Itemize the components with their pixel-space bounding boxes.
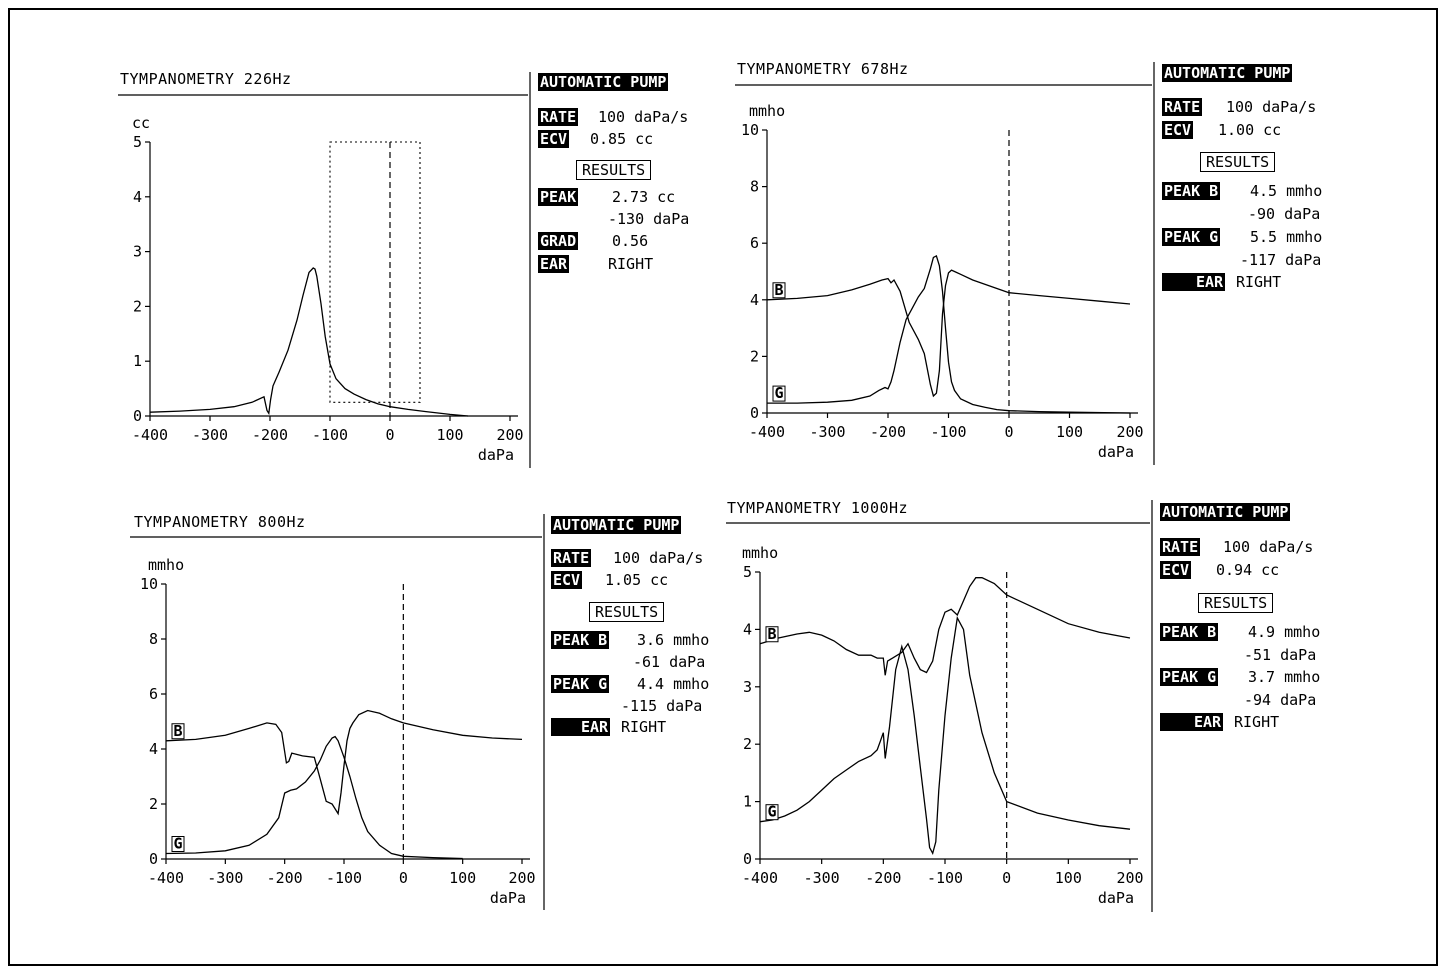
x-tick-label: 0 (1004, 423, 1014, 441)
y-tick-label: 1 (132, 352, 142, 371)
peak-g-value: 3.7 mmho (1248, 668, 1321, 686)
ecv-label: ECV (1164, 121, 1192, 139)
results-header: RESULTS (589, 602, 664, 622)
chart-title: TYMPANOMETRY 1000Hz (727, 499, 909, 517)
ear-label: EAR (551, 718, 610, 736)
series-label: B (767, 624, 777, 643)
x-tick-label: 200 (496, 426, 524, 444)
x-tick-label: -100 (311, 426, 349, 444)
ear-value: RIGHT (1236, 273, 1282, 291)
y-tick-label: 4 (742, 620, 752, 639)
y-tick-label: 0 (132, 407, 142, 425)
ear-label: EAR (1160, 713, 1223, 731)
y-tick-label: 10 (740, 121, 759, 139)
y-axis-label: mmho (148, 556, 185, 574)
peak-value-cc: 2.73 cc (612, 188, 676, 206)
rate-label: RATE (553, 549, 590, 567)
ecv-value: 1.05 cc (605, 571, 669, 589)
ecv-value: 0.85 cc (590, 130, 654, 148)
y-tick-label: 8 (148, 630, 158, 648)
ecv-label: ECV (540, 130, 568, 148)
results-header: RESULTS (576, 160, 651, 180)
chart-title: TYMPANOMETRY 678Hz (737, 60, 909, 78)
peak-b-label: PEAK B (553, 631, 608, 649)
chart-title: TYMPANOMETRY 800Hz (134, 513, 306, 531)
peak-g-value: 4.4 mmho (637, 675, 710, 693)
ecv-value: 1.00 cc (1218, 121, 1282, 139)
y-axis-label: mmho (749, 102, 786, 120)
rate-value: 100 daPa/s (613, 549, 704, 567)
y-tick-label: 6 (749, 234, 759, 253)
ear-value: RIGHT (1234, 713, 1280, 731)
peak-b-value: 3.6 mmho (637, 631, 710, 649)
series-label: B (173, 721, 183, 740)
x-tick-label: -300 (809, 423, 846, 441)
peak-b-value: 4.5 mmho (1250, 182, 1323, 200)
peak-g-pressure: -117 daPa (1240, 251, 1322, 269)
y-tick-label: 2 (148, 795, 158, 813)
grad-label: GRAD (540, 232, 577, 250)
ear-value: RIGHT (621, 718, 667, 736)
ecv-value: 0.94 cc (1216, 561, 1280, 579)
x-axis-label: daPa (1097, 443, 1134, 461)
y-tick-label: 0 (749, 404, 759, 422)
x-tick-label: -100 (930, 423, 967, 441)
rate-label: RATE (1164, 98, 1201, 116)
ear-label: EAR (540, 255, 568, 273)
y-tick-label: 1 (742, 792, 752, 811)
chart-title: TYMPANOMETRY 226Hz (120, 70, 292, 88)
x-tick-label: 100 (436, 426, 464, 444)
peak-b-pressure: -90 daPa (1248, 205, 1321, 223)
x-tick-label: 0 (385, 426, 395, 444)
x-tick-label: -200 (266, 869, 303, 887)
rate-value: 100 daPa/s (1223, 538, 1314, 556)
x-tick-label: -400 (748, 423, 786, 441)
y-tick-label: 3 (132, 242, 142, 261)
y-tick-label: 4 (148, 740, 158, 758)
peak-g-label: PEAK G (1164, 228, 1219, 246)
y-tick-label: 6 (148, 685, 158, 703)
x-axis-label: daPa (477, 446, 514, 464)
x-tick-label: -300 (803, 869, 840, 887)
pump-mode-header: AUTOMATIC PUMP (1162, 503, 1289, 521)
x-tick-label: 200 (1116, 869, 1144, 887)
x-tick-label: 100 (1054, 869, 1082, 887)
ear-value: RIGHT (608, 255, 654, 273)
peak-b-value: 4.9 mmho (1248, 623, 1321, 641)
results-header: RESULTS (1200, 152, 1275, 172)
series-label: B (774, 280, 784, 299)
rate-value: 100 daPa/s (1226, 98, 1317, 116)
x-tick-label: 100 (449, 869, 477, 887)
x-tick-label: -200 (251, 426, 289, 444)
peak-b-pressure: -51 daPa (1244, 646, 1317, 664)
series-label: G (173, 834, 183, 853)
x-axis-label: daPa (1097, 889, 1134, 907)
peak-g-value: 5.5 mmho (1250, 228, 1323, 246)
peak-g-label: PEAK G (553, 675, 608, 693)
peak-label: PEAK (540, 188, 577, 206)
pump-mode-header: AUTOMATIC PUMP (540, 73, 667, 91)
ecv-label: ECV (1162, 561, 1190, 579)
y-tick-label: 3 (742, 677, 752, 696)
y-axis-label: cc (132, 114, 151, 132)
x-tick-label: -300 (207, 869, 244, 887)
x-tick-label: 200 (508, 869, 536, 887)
x-tick-label: -300 (191, 426, 229, 444)
peak-g-pressure: -115 daPa (621, 697, 703, 715)
rate-value: 100 daPa/s (598, 108, 689, 126)
peak-value-dapa: -130 daPa (608, 210, 690, 228)
x-tick-label: -100 (325, 869, 363, 887)
x-tick-label: 0 (1002, 869, 1012, 887)
y-tick-label: 5 (132, 133, 142, 151)
y-axis-label: mmho (742, 544, 779, 562)
y-tick-label: 0 (148, 850, 158, 868)
series-label: G (774, 384, 784, 403)
ear-label: EAR (1162, 273, 1225, 291)
x-axis-label: daPa (489, 889, 526, 907)
x-tick-label: 100 (1055, 423, 1084, 441)
y-tick-label: 5 (742, 563, 752, 581)
y-tick-label: 8 (749, 177, 759, 196)
x-tick-label: -400 (131, 426, 169, 444)
peak-b-pressure: -61 daPa (633, 653, 706, 671)
peak-g-label: PEAK G (1162, 668, 1217, 686)
rate-label: RATE (540, 108, 577, 126)
pump-mode-header: AUTOMATIC PUMP (1164, 64, 1291, 82)
y-tick-label: 4 (749, 290, 759, 309)
x-tick-label: 200 (1116, 423, 1144, 441)
x-tick-label: -200 (869, 423, 907, 441)
grad-value: 0.56 (612, 232, 649, 250)
y-tick-label: 2 (742, 735, 752, 754)
x-tick-label: -200 (865, 869, 902, 887)
pump-mode-header: AUTOMATIC PUMP (553, 516, 680, 534)
series-b-line (760, 578, 1130, 676)
y-tick-label: 2 (749, 347, 759, 366)
y-tick-label: 0 (742, 850, 752, 868)
peak-b-label: PEAK B (1164, 182, 1219, 200)
series-label: G (767, 802, 777, 821)
peak-b-label: PEAK B (1162, 623, 1217, 641)
x-tick-label: 0 (398, 869, 408, 887)
x-tick-label: -100 (926, 869, 964, 887)
y-tick-label: 10 (139, 575, 158, 593)
series-g-line (760, 618, 1130, 853)
x-tick-label: -400 (147, 869, 185, 887)
peak-g-pressure: -94 daPa (1244, 691, 1317, 709)
rate-label: RATE (1162, 538, 1199, 556)
ecv-label: ECV (553, 571, 581, 589)
x-tick-label: -400 (741, 869, 779, 887)
y-tick-label: 2 (132, 297, 142, 316)
y-tick-label: 4 (132, 187, 142, 206)
results-header: RESULTS (1198, 593, 1273, 613)
